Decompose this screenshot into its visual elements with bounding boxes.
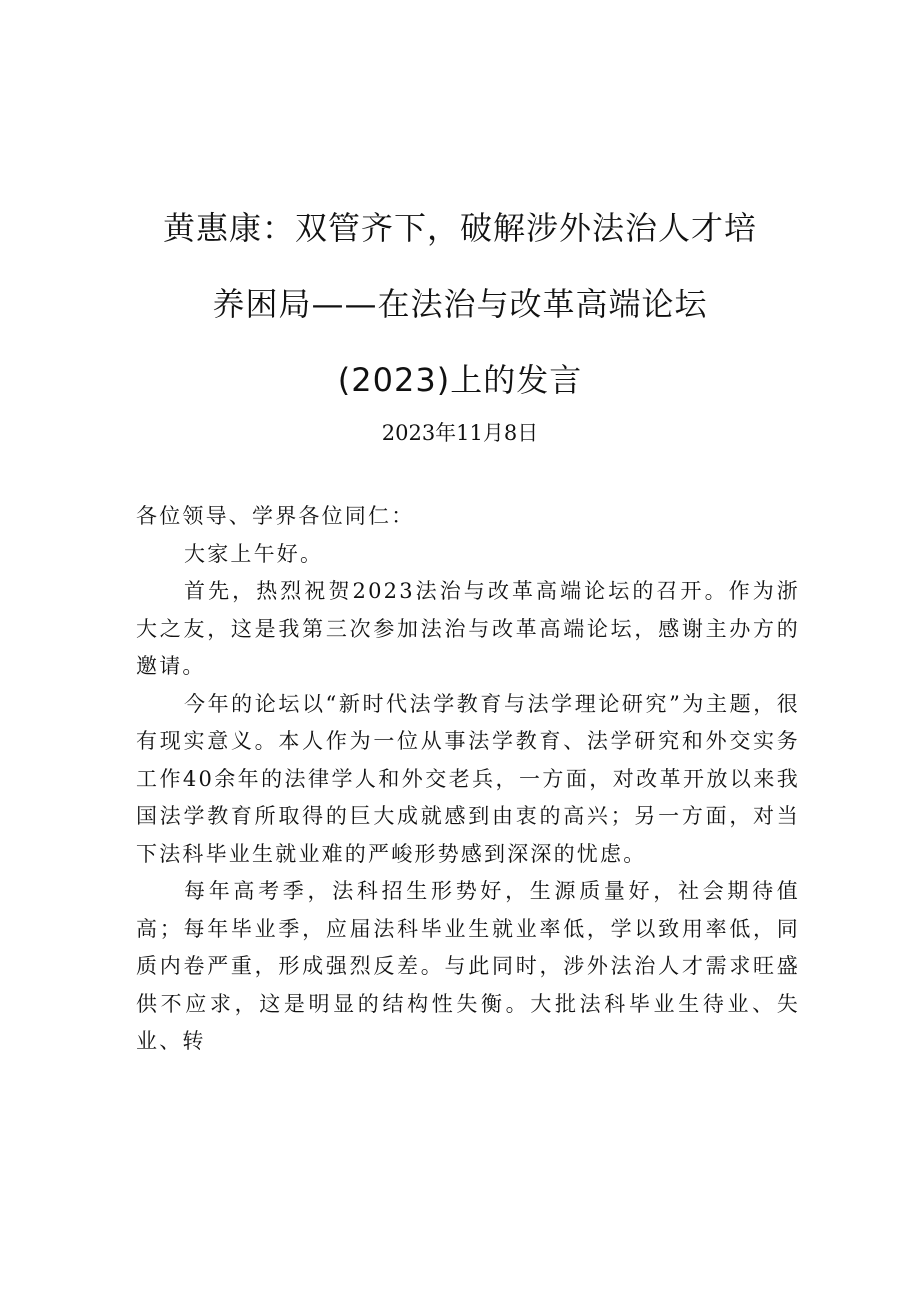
document-date: 2023年11月8日 (381, 421, 539, 445)
title-line-2: 养困局——在法治与改革高端论坛 (212, 285, 708, 323)
document-body (136, 498, 800, 1061)
paragraph-congratulation: 首先，热烈祝贺2023法治与改革高端论坛的召开。作为浙大之友，这是我第三次参加法治与改革高端论坛，感谢主办方的邀请。 (136, 579, 800, 678)
salutation: 各位领导、学界各位同仁： (136, 504, 415, 528)
title-line-1: 黄惠康：双管齐下，破解涉外法治人才培 (162, 209, 757, 247)
paragraph-forum-theme: 今年的论坛以“新时代法学教育与法学理论研究”为主题，很有现实意义。本人作为一位从事法学教育、法学研究和外交实务工作40余年的法律学人和外交老兵，一方面，对改革开放以来我国法学教育所取得的巨大成就感到由衷的高兴；另一方面，对当下法科毕业生就业难的严峻形势感到深深的忧虑。 (136, 691, 800, 866)
paragraph-employment: 每年高考季，法科招生形势好，生源质量好，社会期待值高；每年毕业季，应届法科毕业生就业率低，学以致用率低，同质内卷严重，形成强烈反差。与此同时，涉外法治人才需求旺盛供不应求，这是明显的结构性失衡。大批法科毕业生待业、失业、转 (136, 879, 800, 1053)
title-line-3: (2023)上的发言 (337, 361, 583, 399)
paragraph-greeting: 大家上午好。 (184, 541, 324, 566)
document-title (150, 190, 770, 418)
